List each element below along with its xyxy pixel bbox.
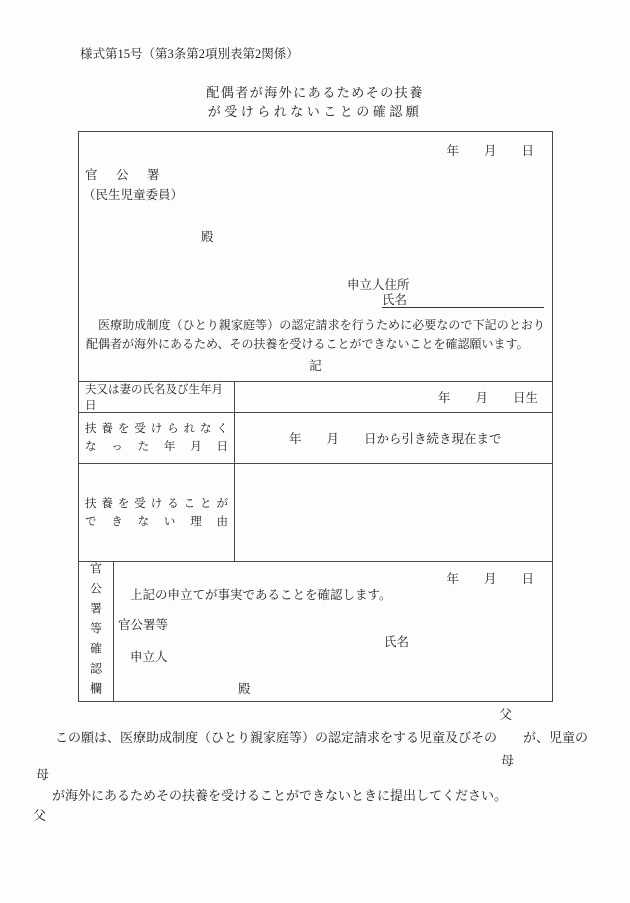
- row-label-cell: [79, 382, 235, 412]
- table-row-spouse-name: [79, 381, 552, 412]
- confirmation-dono-label: 殿: [238, 682, 251, 696]
- row-label-line2: できない理由: [85, 515, 228, 528]
- confirmation-name-label: 氏名: [384, 635, 410, 649]
- confirmation-office-label: 官公署等: [118, 618, 169, 632]
- footer-mother-option-mid: 母: [501, 753, 515, 768]
- confirmation-date-blank: 年 月 日: [446, 572, 534, 586]
- footer-mother-option-left: 母: [36, 767, 50, 782]
- form-title-line2: が受けられないことの確認願: [207, 104, 423, 119]
- confirmation-vertical-label: 官公署等確認欄: [88, 562, 103, 702]
- form-title-line1: 配偶者が海外にあるためその扶養: [206, 85, 424, 100]
- header-date-blank: 年 月 日: [446, 144, 534, 158]
- applicant-name-label: 氏名: [382, 293, 408, 307]
- confirmation-content-cell: [114, 562, 552, 702]
- applicant-name-field: [382, 290, 544, 308]
- row-value-cell-empty: [235, 464, 552, 561]
- table-row-support-lost-date: [79, 412, 552, 463]
- footer-note-line2: が海外にあるためその扶養を受けることができないときに提出してください。: [52, 788, 508, 803]
- form-number: 様式第15号（第3条第2項別表第2関係）: [80, 47, 299, 61]
- table-row-reason: [79, 463, 552, 561]
- applicant-address-label: 申立人住所: [347, 278, 410, 292]
- row-value-cell: [235, 382, 552, 412]
- footer-father-option-bottom: 父: [33, 808, 47, 823]
- confirmation-applicant-label: 申立人: [130, 650, 168, 664]
- form-box: [78, 131, 553, 702]
- addressee-dono-label: 殿: [201, 230, 214, 244]
- row-label-line2: なった年月日: [85, 441, 228, 453]
- row-label-cell: [79, 464, 235, 561]
- footer-note-line1: この願は、医療助成制度（ひとり親家庭等）の認定請求をする児童及びその が、児童の: [55, 730, 589, 745]
- row-value-cell: [235, 413, 552, 463]
- ki-heading: 記: [309, 359, 322, 373]
- row-value: 年 月 日から引き続き現在まで: [289, 432, 502, 446]
- row-label-line1: 扶養を受けることが: [85, 497, 228, 510]
- row-label: 夫又は妻の氏名及び生年月日: [85, 384, 223, 412]
- request-paragraph: 医療助成制度（ひとり親家庭等）の認定請求を行うために必要なので下記のとおり配偶者が海外にあるため、その扶養を受けることができないことを確認願います。: [86, 318, 545, 351]
- confirmation-section: [79, 561, 552, 702]
- addressee-office-sub-label: （民生児童委員）: [83, 188, 184, 202]
- row-label-line1: 扶養を受けられなく: [85, 423, 228, 435]
- row-label-cell: [79, 413, 235, 463]
- confirmation-statement: 上記の申立てが事実であることを確認します。: [130, 588, 392, 602]
- row-value: 年 月 日生: [437, 391, 538, 405]
- footer-father-option-top: 父: [499, 707, 513, 722]
- addressee-office-label: 官 公 署: [85, 168, 163, 182]
- confirmation-vertical-label-cell: [79, 562, 114, 702]
